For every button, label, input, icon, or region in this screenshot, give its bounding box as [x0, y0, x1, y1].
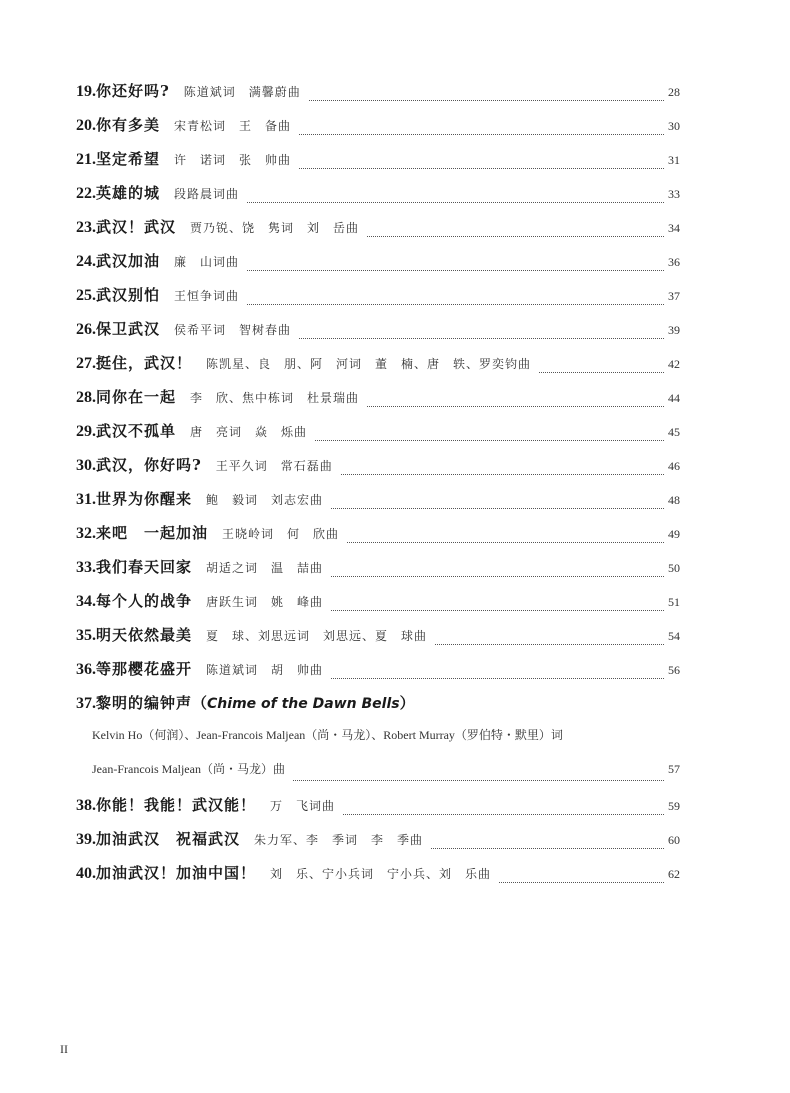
entry-credits: 廉 山词曲: [174, 255, 240, 269]
entry-page: 50: [668, 561, 680, 575]
entry-number: 35.: [76, 627, 96, 644]
toc-entry[interactable]: [76, 80, 680, 114]
toc-entry[interactable]: [76, 182, 680, 216]
entry-title: 你能！我能！武汉能！: [96, 796, 257, 814]
entry-page: 45: [668, 425, 680, 439]
entry-credits: 王晓岭词 何 欣曲: [222, 527, 340, 541]
entry-title: 加油武汉！加油中国！: [96, 864, 257, 882]
entry-credits: 陈道斌词 满馨蔚曲: [183, 85, 301, 99]
dot-leader: [247, 304, 664, 305]
entry-title: 黎明的编钟声: [96, 694, 193, 712]
entry-credits: 夏 球、刘思远词 刘思远、夏 球曲: [206, 629, 428, 643]
entry-credits: 刘 乐、宁小兵词 宁小兵、刘 乐曲: [270, 867, 492, 881]
entry-title: 你有多美: [96, 116, 161, 134]
entry-credits: 王平久词 常石磊曲: [215, 459, 333, 473]
paren-open: （: [192, 694, 208, 712]
toc-entry[interactable]: [76, 386, 680, 420]
entry-title: 我们春天回家: [96, 558, 193, 576]
entry-page: 33: [668, 187, 680, 201]
entry-title: 保卫武汉: [96, 320, 161, 338]
entry-number: 40.: [76, 865, 96, 882]
entry-title: 武汉别怕: [96, 286, 161, 304]
toc-entry[interactable]: [76, 148, 680, 182]
dot-leader: [299, 338, 664, 339]
entry-page: 42: [668, 357, 680, 371]
toc-entry[interactable]: [76, 284, 680, 318]
entry-page: 34: [668, 221, 680, 235]
entry-number: 25.: [76, 287, 96, 304]
toc-entry[interactable]: [76, 114, 680, 148]
entry-page: 31: [668, 153, 680, 167]
entry-credits: 陈道斌词 胡 帅曲: [206, 663, 324, 677]
toc-entry[interactable]: [76, 794, 680, 828]
entry-credits: 许 诺词 张 帅曲: [174, 153, 292, 167]
entry-number: 22.: [76, 185, 96, 202]
dot-leader: [331, 610, 664, 611]
toc-entry[interactable]: [76, 488, 680, 522]
toc-entry[interactable]: [76, 420, 680, 454]
dot-leader: [435, 644, 664, 645]
dot-leader: [347, 542, 664, 543]
dot-leader: [367, 406, 664, 407]
entry-title: 挺住，武汉！: [96, 354, 193, 372]
entry-credits: 陈凯星、良 朋、阿 河词 董 楠、唐 轶、罗奕钧曲: [206, 357, 532, 371]
dot-leader: [331, 508, 664, 509]
dot-leader: [539, 372, 664, 373]
dot-leader: [499, 882, 664, 883]
dot-leader: [293, 780, 664, 781]
entry-title: 加油武汉 祝福武汉: [96, 830, 241, 848]
entry-number: 30.: [76, 457, 96, 474]
entry-number: 38.: [76, 797, 96, 814]
entry-page: 51: [668, 595, 680, 609]
dot-leader: [299, 134, 664, 135]
entry-title: 武汉！武汉: [96, 218, 177, 236]
toc-entry[interactable]: [76, 318, 680, 352]
entry-page: 46: [668, 459, 680, 473]
entry-page: 49: [668, 527, 680, 541]
entry-credits: 胡适之词 温 喆曲: [206, 561, 324, 575]
paren-close: ）: [399, 694, 415, 712]
entry-number: 31.: [76, 491, 96, 508]
toc-entry[interactable]: [76, 624, 680, 658]
entry-credits: 贾乃锐、饶 隽词 刘 岳曲: [190, 221, 360, 235]
entry-number: 20.: [76, 117, 96, 134]
entry-37-composer: [76, 760, 680, 794]
dot-leader: [247, 202, 664, 203]
entry-number: 21.: [76, 151, 96, 168]
dot-leader: [331, 576, 664, 577]
entry-title-english: Chime of the Dawn Bells: [207, 696, 400, 712]
toc-entry[interactable]: [76, 556, 680, 590]
entry-number: 32.: [76, 525, 96, 542]
entry-title: 世界为你醒来: [96, 490, 193, 508]
page-number: II: [60, 1042, 68, 1056]
entry-title: 英雄的城: [96, 184, 161, 202]
entry-credits: 鲍 毅词 刘志宏曲: [206, 493, 324, 507]
dot-leader: [343, 814, 664, 815]
entry-page: 62: [668, 867, 680, 881]
entry-number: 24.: [76, 253, 96, 270]
entry-credits: 宋青松词 王 备曲: [174, 119, 292, 133]
entry-credits: 李 欣、焦中栋词 杜景瑞曲: [190, 391, 360, 405]
entry-title: 等那樱花盛开: [96, 660, 193, 678]
entry-number: 23.: [76, 219, 96, 236]
entry-number: 27.: [76, 355, 96, 372]
entry-page: 28: [668, 85, 680, 99]
dot-leader: [315, 440, 664, 441]
entry-page: 59: [668, 799, 680, 813]
entry-title: 武汉，你好吗?: [96, 456, 202, 474]
entry-page: 44: [668, 391, 680, 405]
dot-leader: [309, 100, 664, 101]
entry-page: 54: [668, 629, 680, 643]
entry-number: 29.: [76, 423, 96, 440]
entry-page: 57: [668, 762, 680, 776]
entry-page: 36: [668, 255, 680, 269]
entry-credits: 段路晨词曲: [174, 187, 240, 201]
dot-leader: [367, 236, 664, 237]
entry-title: 明天依然最美: [96, 626, 193, 644]
toc-entry[interactable]: [76, 828, 680, 862]
toc-entry-37[interactable]: [76, 692, 680, 726]
entry-number: 19.: [76, 83, 96, 100]
entry-credits: 万 飞词曲: [270, 799, 336, 813]
dot-leader: [331, 678, 664, 679]
toc-entry[interactable]: [76, 216, 680, 250]
entry-title: 来吧 一起加油: [96, 524, 209, 542]
entry-credits: 朱力军、李 季词 李 季曲: [254, 833, 424, 847]
dot-leader: [299, 168, 664, 169]
entry-page: 60: [668, 833, 680, 847]
entry-credits: 侯希平词 智树春曲: [174, 323, 292, 337]
entry-credits: 唐跃生词 姚 峰曲: [206, 595, 324, 609]
entry-number: 37.: [76, 695, 96, 712]
toc-entry[interactable]: [76, 454, 680, 488]
entry-page: 56: [668, 663, 680, 677]
entry-credits: 唐 亮词 焱 烁曲: [190, 425, 308, 439]
entry-title: 武汉不孤单: [96, 422, 177, 440]
entry-37-credits-line1: Kelvin Ho（何润）、Jean-Francois Maljean（尚・马龙）、Robert Murray（罗伯特・默里）词: [92, 728, 563, 742]
toc-entry[interactable]: [76, 590, 680, 624]
entry-title: 武汉加油: [96, 252, 161, 270]
entry-number: 28.: [76, 389, 96, 406]
entry-title: 每个人的战争: [96, 592, 193, 610]
dot-leader: [341, 474, 664, 475]
entry-page: 39: [668, 323, 680, 337]
toc-entry[interactable]: [76, 522, 680, 556]
entry-number: 36.: [76, 661, 96, 678]
entry-number: 33.: [76, 559, 96, 576]
toc-entry[interactable]: [76, 658, 680, 692]
entry-page: 48: [668, 493, 680, 507]
entry-title: 你还好吗?: [96, 82, 170, 100]
dot-leader: [431, 848, 664, 849]
entry-number: 34.: [76, 593, 96, 610]
table-of-contents: [76, 80, 680, 896]
entry-credits: 王恒争词曲: [174, 289, 240, 303]
toc-entry[interactable]: [76, 250, 680, 284]
toc-entry[interactable]: [76, 352, 680, 386]
entry-37-lyricists: [76, 726, 680, 760]
dot-leader: [247, 270, 664, 271]
entry-number: 26.: [76, 321, 96, 338]
entry-number: 39.: [76, 831, 96, 848]
entry-title: 同你在一起: [96, 388, 177, 406]
entry-page: 37: [668, 289, 680, 303]
entry-page: 30: [668, 119, 680, 133]
toc-entry[interactable]: [76, 862, 680, 896]
entry-37-credits-line2: Jean-Francois Maljean（尚・马龙）曲: [92, 762, 285, 776]
entry-title: 坚定希望: [96, 150, 161, 168]
